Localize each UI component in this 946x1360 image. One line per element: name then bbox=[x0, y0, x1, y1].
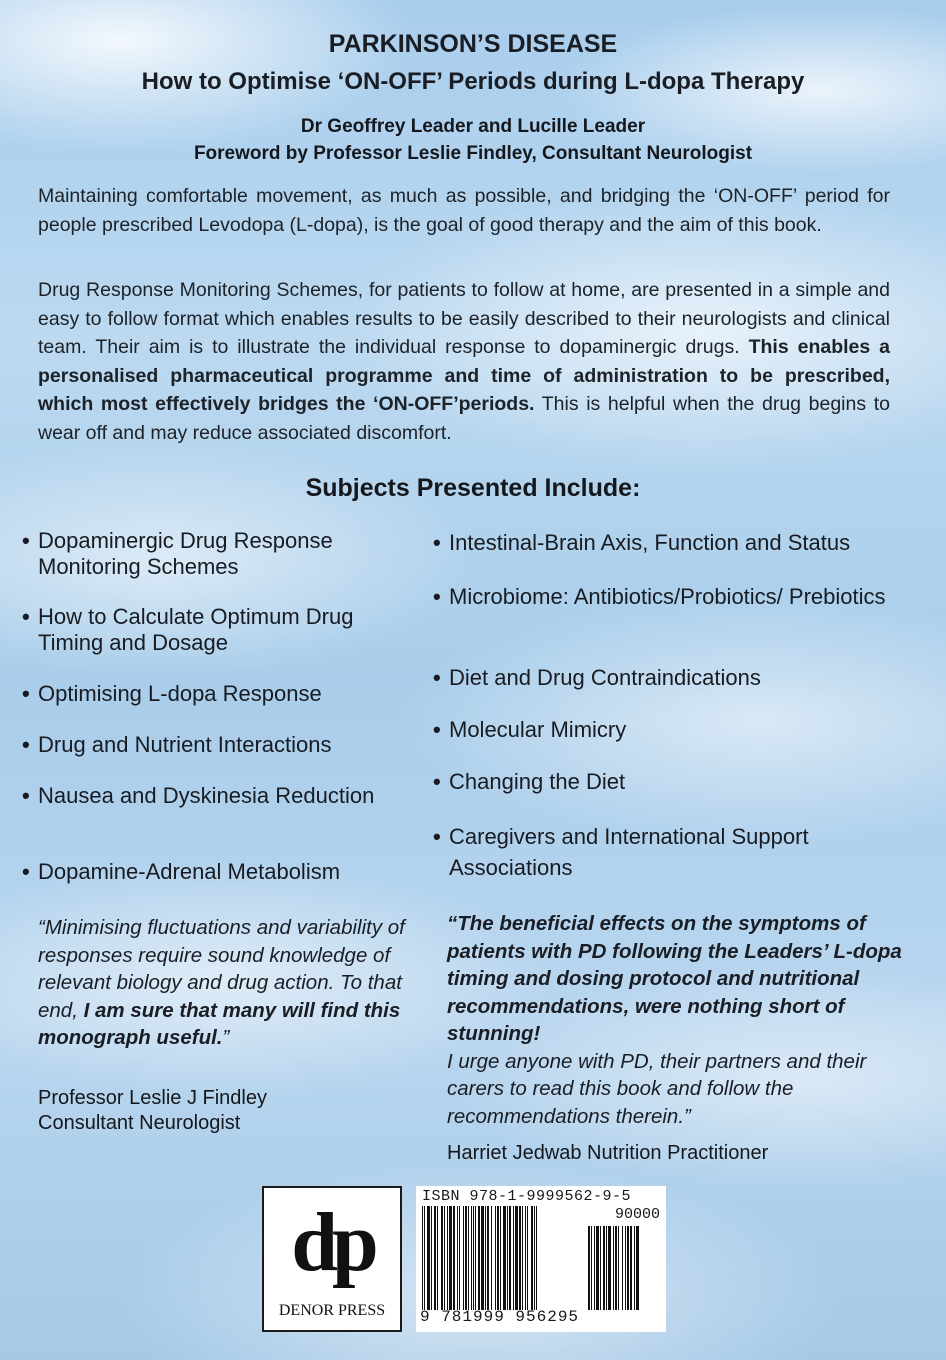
bullet-icon: • bbox=[433, 584, 441, 609]
publisher-logo-letters: dp bbox=[291, 1196, 373, 1289]
barcode-stripe bbox=[485, 1206, 486, 1310]
barcode-addon-bars bbox=[588, 1226, 660, 1310]
barcode-stripe bbox=[519, 1206, 521, 1310]
barcode-stripe bbox=[618, 1226, 619, 1310]
barcode-stripe bbox=[509, 1206, 511, 1310]
subject-item-label: Drug and Nutrient Interactions bbox=[38, 732, 332, 757]
barcode-stripe bbox=[536, 1206, 537, 1310]
barcode-stripe bbox=[463, 1206, 464, 1310]
subject-item-label: Diet and Drug Contraindications bbox=[449, 665, 761, 690]
isbn-barcode bbox=[416, 1186, 666, 1332]
barcode-stripe bbox=[507, 1206, 508, 1310]
barcode-stripe bbox=[591, 1226, 592, 1310]
barcode-stripe bbox=[527, 1206, 528, 1310]
barcode-stripe bbox=[459, 1206, 460, 1310]
barcode-stripe bbox=[515, 1206, 518, 1310]
bullet-icon: • bbox=[433, 530, 441, 555]
intro-paragraph-2 bbox=[38, 276, 890, 447]
barcode-stripe bbox=[630, 1226, 632, 1310]
isbn-number: ISBN 978-1-9999562-9-5 bbox=[422, 1188, 632, 1205]
bullet-icon: • bbox=[22, 604, 30, 629]
subject-item-label: Intestinal-Brain Axis, Function and Status bbox=[449, 530, 851, 555]
bullet-icon: • bbox=[22, 732, 30, 757]
barcode-stripe bbox=[447, 1206, 448, 1310]
barcode-bars bbox=[422, 1206, 584, 1310]
testimonial-left-text: “Minimising fluctuations and variability of responses require sound knowledge of relevant biology and drug action. To that end, bbox=[38, 916, 405, 1022]
barcode-stripe bbox=[444, 1206, 445, 1310]
intro-paragraph-2-end: This is helpful when the drug begins to wear off and may reduce associated discomfort. bbox=[38, 393, 890, 444]
barcode-stripe bbox=[531, 1206, 533, 1310]
testimonial-left-attribution bbox=[38, 1086, 438, 1136]
bullet-icon: • bbox=[433, 769, 441, 794]
barcode-stripe bbox=[594, 1226, 595, 1310]
barcode-stripe bbox=[497, 1206, 499, 1310]
bullet-icon: • bbox=[433, 824, 441, 849]
subject-item-label: Dopaminergic Drug Response Monitoring Schemes bbox=[38, 528, 333, 579]
subject-item bbox=[22, 783, 422, 809]
barcode-stripe bbox=[441, 1206, 443, 1310]
subject-item bbox=[22, 859, 422, 885]
barcode-stripe bbox=[622, 1226, 623, 1310]
subject-item bbox=[433, 717, 933, 743]
subject-item bbox=[433, 769, 933, 795]
barcode-stripe bbox=[481, 1206, 484, 1310]
bullet-icon: • bbox=[433, 665, 441, 690]
barcode-stripe bbox=[471, 1206, 472, 1310]
barcode-stripe bbox=[608, 1226, 611, 1310]
testimonial-left-emphasis: I am sure that many will find this monograph useful. bbox=[38, 998, 401, 1049]
subject-item bbox=[22, 732, 422, 758]
barcode-stripe bbox=[600, 1226, 601, 1310]
barcode-digits: 9 781999 956295 bbox=[420, 1308, 580, 1326]
testimonial-right bbox=[447, 910, 917, 1130]
barcode-stripe bbox=[503, 1206, 506, 1310]
barcode-stripe bbox=[465, 1206, 467, 1310]
book-subtitle: How to Optimise ‘ON-OFF’ Periods during L-dopa Therapy bbox=[141, 68, 805, 95]
intro-paragraph-2-start: Drug Response Monitoring Schemes, for patients to follow at home, are presented in a simple and easy to follow format which enables results to be easily described to their neurologists and clinical team. Their aim is to illustrate the individual response to dopaminergic drugs. bbox=[38, 279, 890, 358]
subject-item-label: Nausea and Dyskinesia Reduction bbox=[38, 783, 375, 808]
publisher-logo bbox=[262, 1186, 402, 1332]
bullet-icon: • bbox=[22, 783, 30, 808]
testimonial-left bbox=[38, 914, 428, 1052]
barcode-stripe bbox=[431, 1206, 432, 1310]
testimonial-right-emphasis: “The beneficial effects on the symptoms of patients with PD following the Leaders’ L-dopa timing and dosing protocol and nutritional recommendations, were nothing short of stunning! bbox=[447, 912, 902, 1045]
barcode-stripe bbox=[606, 1226, 607, 1310]
barcode-stripe bbox=[513, 1206, 514, 1310]
barcode-stripe bbox=[522, 1206, 523, 1310]
subject-item bbox=[22, 604, 422, 656]
subject-item-label: Optimising L-dopa Response bbox=[38, 681, 322, 706]
barcode-stripe bbox=[427, 1206, 430, 1310]
barcode-addon-number: 90000 bbox=[614, 1206, 660, 1223]
barcode-stripe bbox=[473, 1206, 474, 1310]
barcode-stripe bbox=[475, 1206, 476, 1310]
barcode-stripe bbox=[596, 1226, 599, 1310]
barcode-stripe bbox=[422, 1206, 423, 1310]
subject-item bbox=[433, 581, 933, 612]
barcode-stripe bbox=[625, 1226, 626, 1310]
attribution-title: Consultant Neurologist bbox=[38, 1112, 241, 1134]
subject-item bbox=[433, 821, 933, 883]
barcode-stripe bbox=[487, 1206, 489, 1310]
barcode-stripe bbox=[434, 1206, 436, 1310]
subject-item-label: How to Calculate Optimum Drug Timing and Dosage bbox=[38, 604, 354, 655]
intro-paragraph-1: Maintaining comfortable movement, as much as possible, and bridging the ‘ON-OFF’ period for people prescribed Levodopa (L-dopa), is the goal of good therapy and the aim of this book. bbox=[38, 185, 890, 236]
subjects-heading: Subjects Presented Include: bbox=[305, 474, 641, 502]
barcode-stripe bbox=[615, 1226, 617, 1310]
subject-item-label: Changing the Diet bbox=[449, 769, 626, 794]
testimonial-right-text: I urge anyone with PD, their partners and their carers to read this book and follow the recommendations therein.” bbox=[447, 1049, 867, 1128]
subject-item bbox=[22, 528, 422, 580]
testimonial-right-attribution: Harriet Jedwab Nutrition Practitioner bbox=[447, 1142, 769, 1164]
barcode-stripe bbox=[534, 1206, 535, 1310]
barcode-stripe bbox=[437, 1206, 438, 1310]
barcode-stripe bbox=[636, 1226, 639, 1310]
subject-item bbox=[433, 530, 933, 556]
subject-item-label: Molecular Mimicry bbox=[449, 717, 627, 742]
barcode-stripe bbox=[627, 1226, 629, 1310]
bullet-icon: • bbox=[22, 528, 30, 553]
book-foreword: Foreword by Professor Leslie Findley, Consultant Neurologist bbox=[193, 143, 753, 164]
attribution-name: Professor Leslie J Findley bbox=[38, 1087, 267, 1109]
barcode-stripe bbox=[478, 1206, 480, 1310]
barcode-stripe bbox=[468, 1206, 469, 1310]
barcode-stripe bbox=[495, 1206, 496, 1310]
barcode-stripe bbox=[588, 1226, 590, 1310]
subject-item-label: Microbiome: Antibiotics/Probiotics/ Prebiotics bbox=[449, 584, 886, 609]
barcode-stripe bbox=[500, 1206, 501, 1310]
barcode-stripe bbox=[457, 1206, 458, 1310]
subject-item-label: Caregivers and International Support Associations bbox=[449, 824, 809, 880]
bullet-icon: • bbox=[22, 859, 30, 884]
barcode-stripe bbox=[634, 1226, 635, 1310]
subject-item bbox=[433, 665, 933, 691]
publisher-name: DENOR PRESS bbox=[278, 1302, 386, 1319]
barcode-stripe bbox=[449, 1206, 452, 1310]
subject-item-label: Dopamine-Adrenal Metabolism bbox=[38, 859, 341, 884]
barcode-stripe bbox=[424, 1206, 425, 1310]
subject-item bbox=[22, 681, 422, 707]
book-title: PARKINSON’S DISEASE bbox=[328, 30, 618, 58]
bullet-icon: • bbox=[433, 717, 441, 742]
barcode-stripe bbox=[491, 1206, 492, 1310]
intro-paragraph-2-bold: This enables a personalised pharmaceutical programme and time of administration to be prescribed, which most effectively bridges the ‘ON-OFF’periods. bbox=[38, 336, 890, 415]
barcode-stripe bbox=[603, 1226, 605, 1310]
barcode-stripe bbox=[613, 1226, 614, 1310]
barcode-stripe bbox=[453, 1206, 455, 1310]
barcode-stripe bbox=[525, 1206, 526, 1310]
bullet-icon: • bbox=[22, 681, 30, 706]
book-authors: Dr Geoffrey Leader and Lucille Leader bbox=[300, 116, 646, 137]
testimonial-left-close: ” bbox=[222, 1026, 230, 1049]
